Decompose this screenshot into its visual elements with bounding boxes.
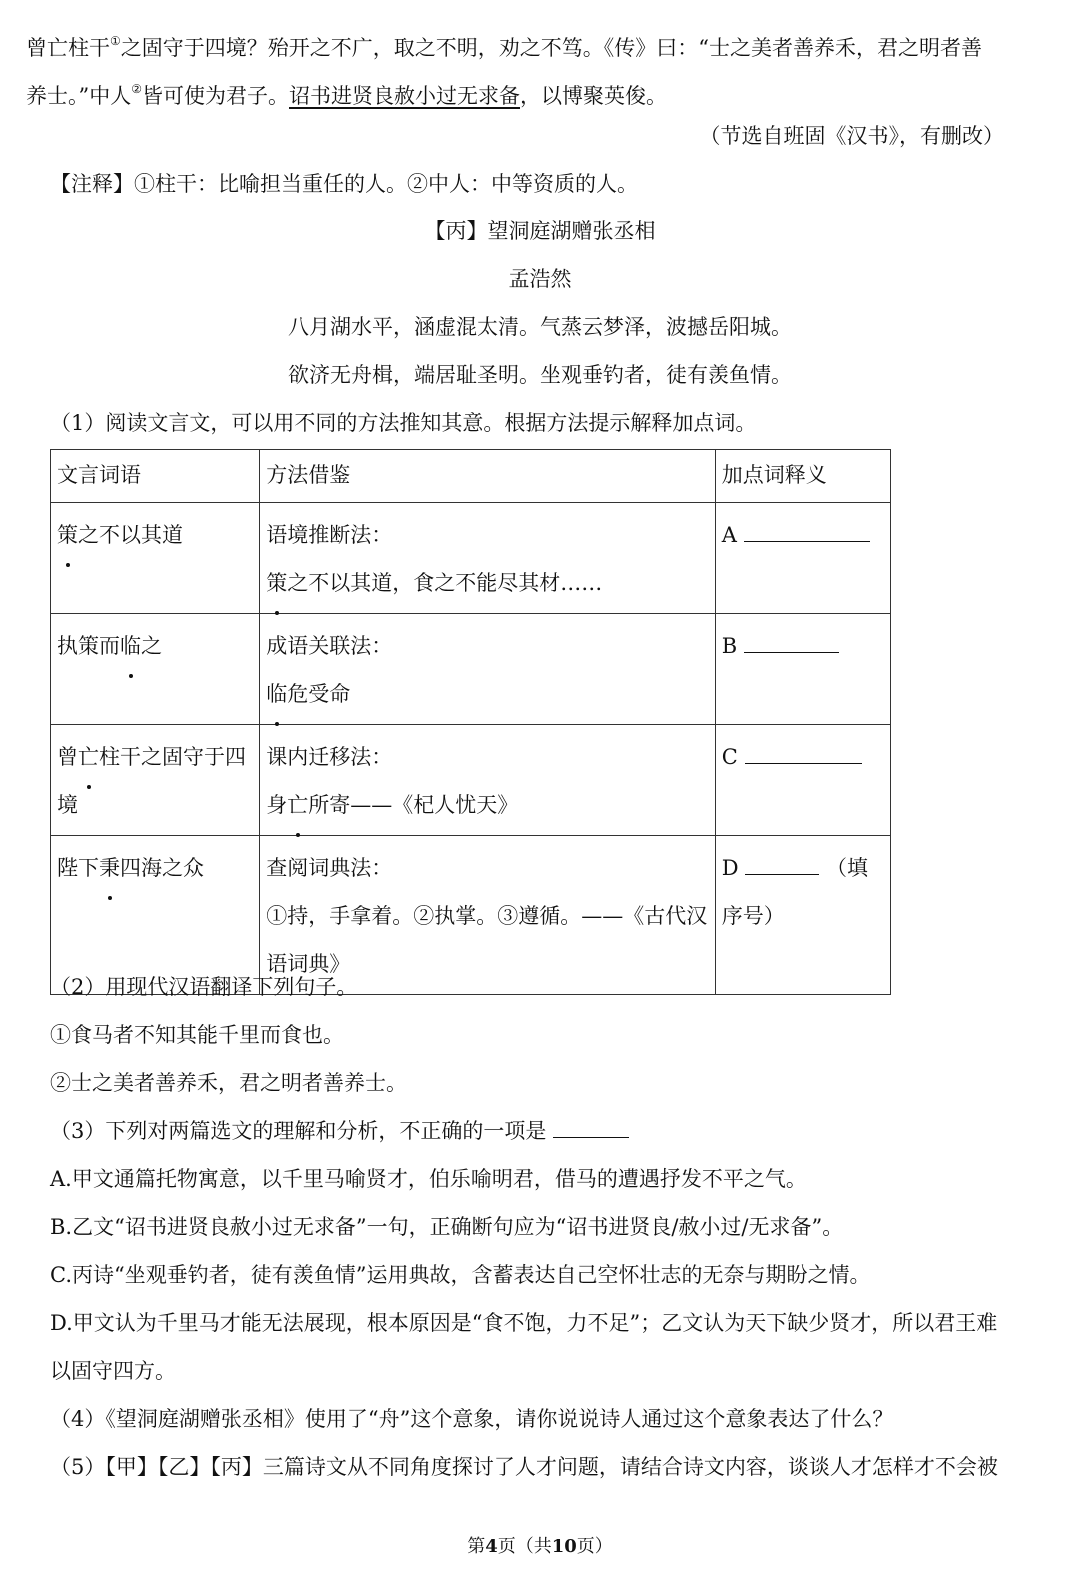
question-2-sentence-1: ①食马者不知其能千里而食也。 [50,1023,344,1047]
question-3-prompt [50,1116,1040,1146]
table-row [51,503,891,614]
text: 之 [141,634,162,658]
text: 四海之众 [120,856,204,880]
text: ①持，手拿着。②执掌。③遵循。——《古代汉语词典》 [266,904,708,976]
phrase-cell [51,503,260,614]
dotted-char: 策 [57,511,78,559]
text: 页） [576,1536,613,1557]
answer-blank-d[interactable] [745,856,819,875]
answer-blank-c[interactable] [745,745,862,764]
passage-line-1 [26,26,1040,63]
underlined-sentence: 诏书进贤良赦小过无求备 [289,84,521,108]
dotted-char: 策 [266,559,287,607]
answer-label: B [721,634,738,658]
poem-title: 【丙】望洞庭湖赠张丞相 [424,219,656,243]
question-3-option-b: B.乙文“诏书进贤良赦小过无求备”一句，正确断句应为“诏书进贤良/赦小过/无求备”。 [50,1215,844,1239]
text: 危受命 [287,682,351,706]
text: 柱干之固守于四境 [57,745,246,817]
method-cell [260,503,716,614]
answer-blank-b[interactable] [744,634,839,653]
answer-label: D [721,856,739,880]
phrase-cell [51,725,260,836]
answer-label: A [721,523,737,547]
header-cell: 文言词语 [51,450,260,503]
question-3-option-d-cont: 以固守四方。 [50,1359,176,1383]
method-cell [260,725,716,836]
text: 所寄——《杞人忧天》 [308,793,519,817]
answer-label: C [721,745,738,769]
question-3-option-d: D.甲文认为千里马才能无法展现，根本原因是“食不饱，力不足”；乙文认为天下缺少贤才，所以君王难 [50,1311,998,1335]
method-example [266,670,709,718]
page-footer [0,1532,1080,1558]
dotted-char: 临 [120,622,141,670]
method-label: 成语关联法： [266,634,393,658]
table-row [51,836,891,995]
header-cell: 加点词释义 [715,450,890,503]
note-mark: ② [131,82,143,96]
method-example [266,781,709,829]
poem-line-1: 八月湖水平，涵虚混太清。气蒸云梦泽，波撼岳阳城。 [288,315,792,339]
poem-author: 孟浩然 [508,267,572,291]
text: 曾亡柱干 [26,36,110,60]
method-label: 查阅词典法： [266,856,393,880]
method-cell [260,836,716,995]
total-pages: 10 [551,1536,577,1557]
dotted-char: 亡 [78,733,99,781]
poem-line-2: 欲济无舟楫，端居耻圣明。坐观垂钓者，徒有羡鱼情。 [288,363,792,387]
question-3-option-c: C.丙诗“坐观垂钓者，徒有羡鱼情”运用典故，含蓄表达自己空怀壮志的无奈与期盼之情。 [50,1263,871,1287]
question-2-prompt: （2）用现代汉语翻译下列句子。 [50,975,358,999]
phrase-cell [51,614,260,725]
table-row [51,614,891,725]
question-3-blank[interactable] [553,1119,629,1138]
text: 之不以其道，食之不能尽其材…… [287,571,603,595]
page-number: 4 [485,1536,498,1557]
passage-notes: 【注释】①柱干：比喻担当重任的人。②中人：中等资质的人。 [50,172,638,196]
method-label: 课内迁移法： [266,745,393,769]
dotted-char: 秉 [99,844,120,892]
method-label: 语境推断法： [266,523,393,547]
question-2-sentence-2: ②士之美者善养禾，君之明者善养士。 [50,1071,407,1095]
method-cell [260,614,716,725]
text: 页（共 [497,1536,552,1557]
text: 身 [266,793,288,817]
question-1-prompt: （1）阅读文言文，可以用不同的方法推知其意。根据方法提示解释加点词。 [50,411,757,435]
question-4-prompt: （4）《望洞庭湖赠张丞相》使用了“舟”这个意象，请你说说诗人通过这个意象表达了什么？ [50,1407,894,1431]
text: （3）下列对两篇选文的理解和分析，不正确的一项是 [50,1119,547,1143]
table-header-row [51,450,891,503]
text: 皆可使为君子。 [142,84,290,108]
phrase-cell [51,836,260,995]
answer-cell [715,725,890,836]
question-5-prompt: （5）【甲】【乙】【丙】三篇诗文从不同角度探讨了人才问题，请结合诗文内容，谈谈人才怎样才不会被 [50,1455,998,1479]
answer-blank-a[interactable] [744,523,870,542]
text: 曾 [57,745,78,769]
passage-line-2 [26,74,1040,111]
dotted-char: 临 [266,670,287,718]
dotted-char: 亡 [287,781,308,829]
answer-cell [715,503,890,614]
note-mark: ① [110,34,121,48]
method-table [50,449,891,995]
text: 陛下 [57,856,99,880]
text: 之固守于四境？殆开之不广，取之不明，劝之不笃。《传》曰：“士之美者善养禾，君之明者善 [120,36,982,60]
passage-source: （节选自班固《汉书》，有删改） [699,124,1004,148]
text: 第 [467,1536,486,1557]
answer-cell [715,614,890,725]
answer-suffix: （填序号） [721,856,868,928]
text: 之不以其道 [78,523,183,547]
table-row [51,725,891,836]
answer-cell [715,836,890,995]
text: ，以博聚英俊。 [520,84,668,108]
header-cell: 方法借鉴 [260,450,716,503]
method-example [266,559,709,607]
text: 执策而 [57,634,120,658]
text: 养士。”中人 [26,84,132,108]
question-3-option-a: A.甲文通篇托物寓意，以千里马喻贤才，伯乐喻明君，借马的遭遇抒发不平之气。 [50,1167,807,1191]
